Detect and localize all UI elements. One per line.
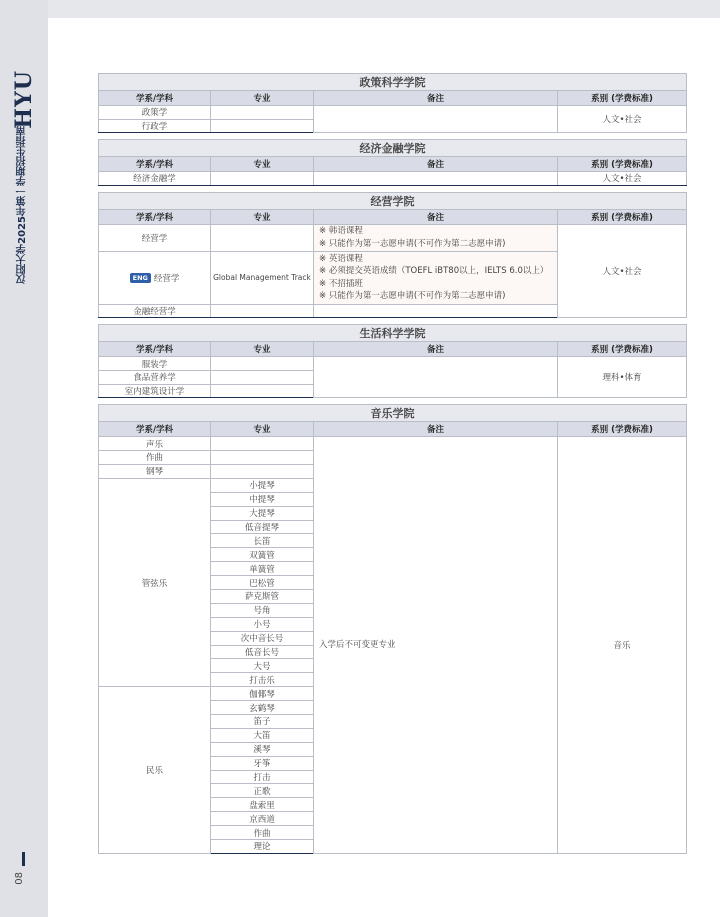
major-cell bbox=[211, 357, 314, 371]
note-cell bbox=[314, 304, 558, 318]
note-cell bbox=[314, 172, 558, 186]
dept-cell: 钢琴 bbox=[99, 464, 211, 478]
economics-table bbox=[98, 139, 687, 186]
header-dept: 学系/学科 bbox=[99, 342, 211, 357]
major-cell: 低音提琴 bbox=[211, 520, 314, 534]
major-cell: 双簧管 bbox=[211, 548, 314, 562]
major-cell bbox=[211, 451, 314, 465]
major-cell: 次中音长号 bbox=[211, 631, 314, 645]
header-category: 系别 (学费标准) bbox=[558, 91, 687, 106]
note-line: ※ 只能作为第一志愿申请(不可作为第二志愿申请) bbox=[319, 238, 506, 249]
major-cell: 号角 bbox=[211, 603, 314, 617]
header-category: 系别 (学费标准) bbox=[558, 157, 687, 172]
header-note: 备注 bbox=[314, 422, 558, 437]
category-cell: 人文•社会 bbox=[558, 106, 687, 133]
politics-table bbox=[98, 73, 687, 133]
section-title: 经济金融学院 bbox=[99, 140, 687, 157]
page-marker bbox=[22, 852, 25, 866]
major-cell: 伽倻琴 bbox=[211, 687, 314, 701]
major-cell: 作曲 bbox=[211, 826, 314, 840]
dept-cell: 管弦乐 bbox=[99, 478, 211, 686]
major-cell: 玄鹤琴 bbox=[211, 701, 314, 715]
category-cell: 人文•社会 bbox=[558, 224, 687, 318]
note-cell bbox=[314, 224, 558, 251]
category-cell: 理科•体育 bbox=[558, 357, 687, 398]
major-cell: 小号 bbox=[211, 617, 314, 631]
major-cell bbox=[211, 370, 314, 384]
major-cell: 巴松管 bbox=[211, 576, 314, 590]
major-cell: 溪琴 bbox=[211, 742, 314, 756]
dept-cell: 经济金融学 bbox=[99, 172, 211, 186]
business-table bbox=[98, 192, 687, 319]
major-cell bbox=[211, 119, 314, 133]
major-cell bbox=[211, 106, 314, 120]
page-number: 08 bbox=[14, 872, 25, 885]
section-title: 经营学院 bbox=[99, 192, 687, 209]
major-cell bbox=[211, 437, 314, 451]
major-cell: 打击乐 bbox=[211, 673, 314, 687]
page bbox=[48, 18, 720, 917]
note-line: ※ 英语课程 bbox=[319, 253, 363, 264]
dept-cell: 室内建筑设计学 bbox=[99, 384, 211, 398]
sidebar bbox=[0, 0, 48, 917]
note-line: ※ 只能作为第一志愿申请(不可作为第二志愿申请) bbox=[319, 291, 506, 302]
hyu-logo: HYU bbox=[11, 70, 37, 129]
dept-cell: 金融经营学 bbox=[99, 304, 211, 318]
dept-cell: 政策学 bbox=[99, 106, 211, 120]
note-line: ※ 不招插班 bbox=[319, 278, 363, 289]
eng-badge: ENG bbox=[130, 273, 151, 283]
music-table bbox=[98, 404, 687, 854]
major-cell: 正歌 bbox=[211, 784, 314, 798]
header-major: 专业 bbox=[211, 342, 314, 357]
major-cell bbox=[211, 172, 314, 186]
header-dept: 学系/学科 bbox=[99, 209, 211, 224]
content bbox=[98, 73, 686, 860]
major-cell bbox=[211, 384, 314, 398]
note-cell bbox=[314, 106, 558, 133]
header-major: 专业 bbox=[211, 422, 314, 437]
major-cell: 笛子 bbox=[211, 714, 314, 728]
header-note: 备注 bbox=[314, 157, 558, 172]
dept-cell: 经营学 bbox=[99, 224, 211, 251]
category-cell: 音乐 bbox=[558, 437, 687, 854]
header-dept: 学系/学科 bbox=[99, 91, 211, 106]
note-cell bbox=[314, 251, 558, 304]
header-note: 备注 bbox=[314, 91, 558, 106]
dept-label: 经营学 bbox=[153, 273, 180, 284]
header-note: 备注 bbox=[314, 342, 558, 357]
major-cell bbox=[211, 224, 314, 251]
note-line: ※ 韩语课程 bbox=[319, 226, 363, 237]
life-science-table bbox=[98, 324, 687, 398]
header-major: 专业 bbox=[211, 91, 314, 106]
note-cell: 入学后不可变更专业 bbox=[314, 437, 558, 854]
header-category: 系别 (学费标准) bbox=[558, 422, 687, 437]
major-cell: 中提琴 bbox=[211, 492, 314, 506]
major-cell: 低音长号 bbox=[211, 645, 314, 659]
major-cell: 长笛 bbox=[211, 534, 314, 548]
category-cell: 人文•社会 bbox=[558, 172, 687, 186]
major-cell: 牙筝 bbox=[211, 756, 314, 770]
major-cell bbox=[211, 304, 314, 318]
section-title: 政策科学学院 bbox=[99, 74, 687, 91]
dept-cell: 民乐 bbox=[99, 687, 211, 854]
major-cell: 单簧管 bbox=[211, 562, 314, 576]
major-cell: 打击 bbox=[211, 770, 314, 784]
major-cell: 大笛 bbox=[211, 728, 314, 742]
section-title: 生活科学学院 bbox=[99, 325, 687, 342]
header-note: 备注 bbox=[314, 209, 558, 224]
major-cell bbox=[211, 464, 314, 478]
dept-cell: 作曲 bbox=[99, 451, 211, 465]
header-major: 专业 bbox=[211, 157, 314, 172]
header-dept: 学系/学科 bbox=[99, 422, 211, 437]
major-cell: 萨克斯管 bbox=[211, 589, 314, 603]
dept-cell: 行政学 bbox=[99, 119, 211, 133]
header-major: 专业 bbox=[211, 209, 314, 224]
guide-title: 汉阳大学2025年第一学期招生指南 bbox=[17, 126, 28, 284]
header-category: 系别 (学费标准) bbox=[558, 342, 687, 357]
dept-cell bbox=[99, 251, 211, 304]
note-cell bbox=[314, 357, 558, 398]
note-line: ※ 必须提交英语成绩（TOEFL iBT80以上，IELTS 6.0以上） bbox=[319, 266, 549, 277]
major-cell: Global Management Track bbox=[211, 251, 314, 304]
major-cell: 大提琴 bbox=[211, 506, 314, 520]
header-dept: 学系/学科 bbox=[99, 157, 211, 172]
major-cell: 大号 bbox=[211, 659, 314, 673]
header-category: 系别 (学费标准) bbox=[558, 209, 687, 224]
dept-cell: 食品营养学 bbox=[99, 370, 211, 384]
major-cell: 小提琴 bbox=[211, 478, 314, 492]
major-cell: 盘索里 bbox=[211, 798, 314, 812]
major-cell: 理论 bbox=[211, 839, 314, 853]
section-title: 音乐学院 bbox=[99, 405, 687, 422]
dept-cell: 服装学 bbox=[99, 357, 211, 371]
major-cell: 京西道 bbox=[211, 812, 314, 826]
dept-cell: 声乐 bbox=[99, 437, 211, 451]
